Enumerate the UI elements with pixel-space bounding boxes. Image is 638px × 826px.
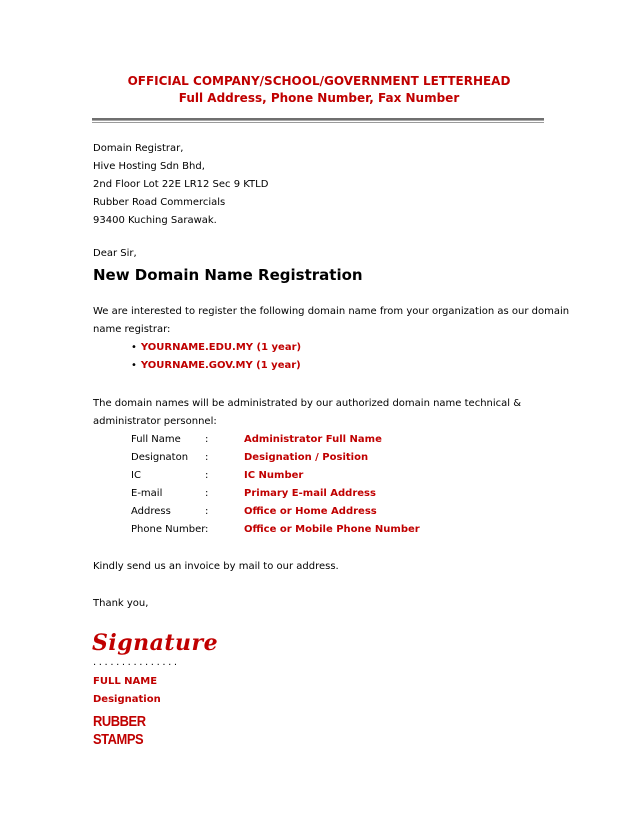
- domain-item-label: YOURNAME.GOV.MY (1 year): [140, 360, 301, 371]
- recipient-line-2: Hive Hosting Sdn Bhd,: [93, 161, 205, 172]
- admin-intro-line-1: The domain names will be administrated by our authorized domain name technical &: [93, 398, 522, 409]
- letterhead-divider: [92, 118, 544, 121]
- detail-colon: :: [205, 506, 209, 517]
- admin-intro-line-2: administrator personnel:: [93, 416, 217, 427]
- detail-label-ic: IC: [131, 470, 141, 481]
- letterhead-divider-thin: [92, 122, 544, 123]
- recipient-line-1: Domain Registrar,: [93, 143, 184, 154]
- detail-label-designation: Designaton: [131, 452, 189, 463]
- detail-colon: :: [205, 452, 209, 463]
- detail-label-address: Address: [131, 506, 171, 517]
- detail-label-phone: Phone Number: [131, 524, 206, 535]
- detail-colon: :: [205, 470, 209, 481]
- intro-line-1: We are interested to register the following domain name from your organization as our domain: [93, 306, 570, 317]
- signatory-name: FULL NAME: [93, 676, 158, 687]
- domain-item-label: YOURNAME.EDU.MY (1 year): [140, 342, 302, 353]
- bullet-icon: •: [131, 342, 137, 353]
- rubber-stamp-line-2: STAMPS: [93, 731, 144, 748]
- detail-value-designation: Designation / Position: [244, 452, 369, 463]
- recipient-line-3: 2nd Floor Lot 22E LR12 Sec 9 KTLD: [93, 179, 269, 190]
- rubber-stamp-line-1: RUBBER: [93, 713, 146, 730]
- detail-value-phone: Office or Mobile Phone Number: [244, 524, 420, 535]
- detail-label-email: E-mail: [131, 488, 163, 499]
- recipient-line-4: Rubber Road Commercials: [93, 197, 226, 208]
- intro-line-2: name registrar:: [93, 324, 171, 335]
- detail-value-address: Office or Home Address: [244, 506, 377, 517]
- detail-value-full-name: Administrator Full Name: [244, 434, 382, 445]
- closing: Thank you,: [93, 598, 149, 609]
- detail-label-full-name: Full Name: [131, 434, 181, 445]
- letterhead-contact: Full Address, Phone Number, Fax Number: [178, 91, 460, 105]
- domain-item: [131, 342, 301, 353]
- signatory-designation: Designation: [93, 694, 161, 705]
- domain-item: [131, 360, 301, 371]
- letterhead-title: OFFICIAL COMPANY/SCHOOL/GOVERNMENT LETTERHEAD: [127, 74, 511, 88]
- detail-colon: :: [205, 488, 209, 499]
- detail-value-email: Primary E-mail Address: [244, 488, 376, 499]
- detail-colon: :: [205, 524, 209, 535]
- salutation: Dear Sir,: [93, 248, 137, 259]
- subject-heading: New Domain Name Registration: [93, 266, 363, 284]
- signature: Signature: [92, 630, 219, 656]
- signature-line: ...............: [93, 657, 180, 668]
- detail-colon: :: [205, 434, 209, 445]
- invoice-request: Kindly send us an invoice by mail to our address.: [93, 561, 339, 572]
- detail-value-ic: IC Number: [244, 470, 304, 481]
- bullet-icon: •: [131, 360, 137, 371]
- recipient-line-5: 93400 Kuching Sarawak.: [93, 215, 217, 226]
